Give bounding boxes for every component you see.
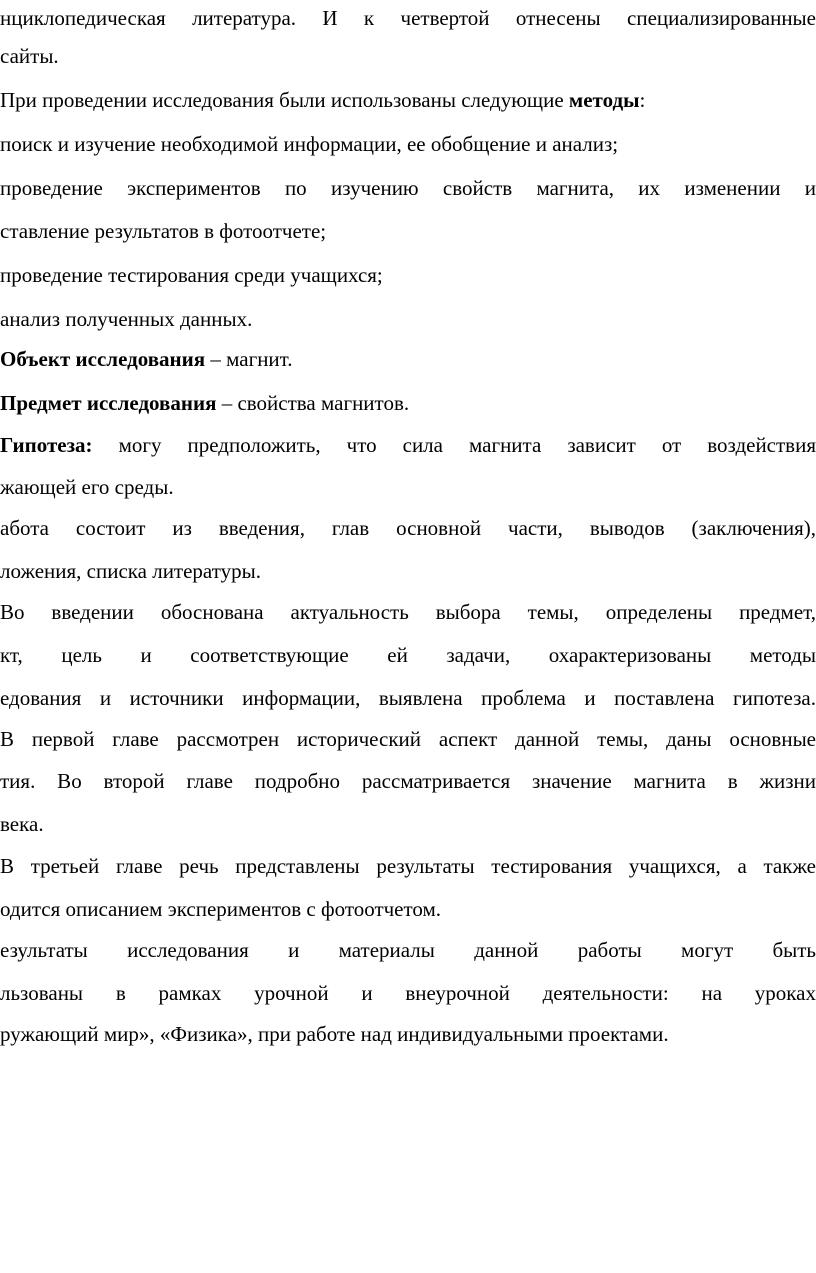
text-line [0,724,816,754]
list-item [0,260,383,290]
text-line [0,556,261,586]
text-line [0,1019,669,1049]
text-line [0,978,816,1008]
text-run: проведение экспериментов по изучению свойств магнита, их изменении и [0,176,816,200]
text-run: : [639,88,646,112]
bold-term: Предмет исследования [0,391,217,415]
bold-term: методы [568,88,640,112]
text-run: анализ полученных данных. [0,307,253,331]
text-run: могу предположить, что сила магнита зависит от воздействия [92,433,816,457]
list-item [0,173,816,203]
text-run: века. [0,812,44,836]
text-line [0,430,816,460]
bold-term: Гипотеза: [0,433,93,457]
text-line [0,216,326,246]
text-run: езультаты исследования и материалы данной работы могут быть [0,938,816,962]
text-run: – свойства магнитов. [216,391,410,415]
text-run: льзованы в рамках урочной и внеурочной деятельности: на уроках [0,981,816,1005]
text-line [0,513,816,543]
list-item [0,129,618,159]
text-line [0,597,816,627]
text-run: сайты. [0,44,59,68]
text-run: ставление результатов в фотоотчете; [0,219,327,243]
text-line [0,85,645,115]
text-line [0,935,816,965]
text-run: кт, цель и соответствующие ей задачи, охарактеризованы методы [0,643,816,667]
text-line [0,766,816,796]
text-line [0,344,293,374]
text-run: ружающий мир», «Физика», при работе над индивидуальными проектами. [0,1022,669,1046]
text-run: одится описанием экспериментов с фотоотчетом. [0,897,442,921]
text-run: При проведении исследования были использованы следующие [0,88,569,112]
text-run: Во введении обоснована актуальность выбора темы, определены предмет, [0,600,816,624]
text-run: абота состоит из введения, глав основной части, выводов (заключения), [0,516,816,540]
text-line [0,640,816,670]
text-run: нциклопедическая литература. И к четвертой отнесены специализированные [0,6,816,30]
text-run: жающей его среды. [0,475,174,499]
text-line [0,894,441,924]
text-run: В первой главе рассмотрен исторический аспект данной темы, даны основные [0,727,816,751]
text-run: едования и источники информации, выявлена проблема и поставлена гипотеза. [0,686,816,710]
text-line [0,809,44,839]
text-line [0,851,816,881]
text-line [0,683,816,713]
text-run: проведение тестирования среди учащихся; [0,263,383,287]
text-run: тия. Во второй главе подробно рассматривается значение магнита в жизни [0,769,816,793]
text-line [0,3,816,33]
text-line [0,388,409,418]
text-run: – магнит. [205,347,293,371]
text-line [0,41,59,71]
text-run: ложения, списка литературы. [0,559,261,583]
text-run: поиск и изучение необходимой информации, ее обобщение и анализ; [0,132,619,156]
bold-term: Объект исследования [0,347,206,371]
list-item [0,304,252,334]
text-line [0,472,174,502]
text-run: В третьей главе речь представлены результаты тестирования учащихся, а также [0,854,816,878]
